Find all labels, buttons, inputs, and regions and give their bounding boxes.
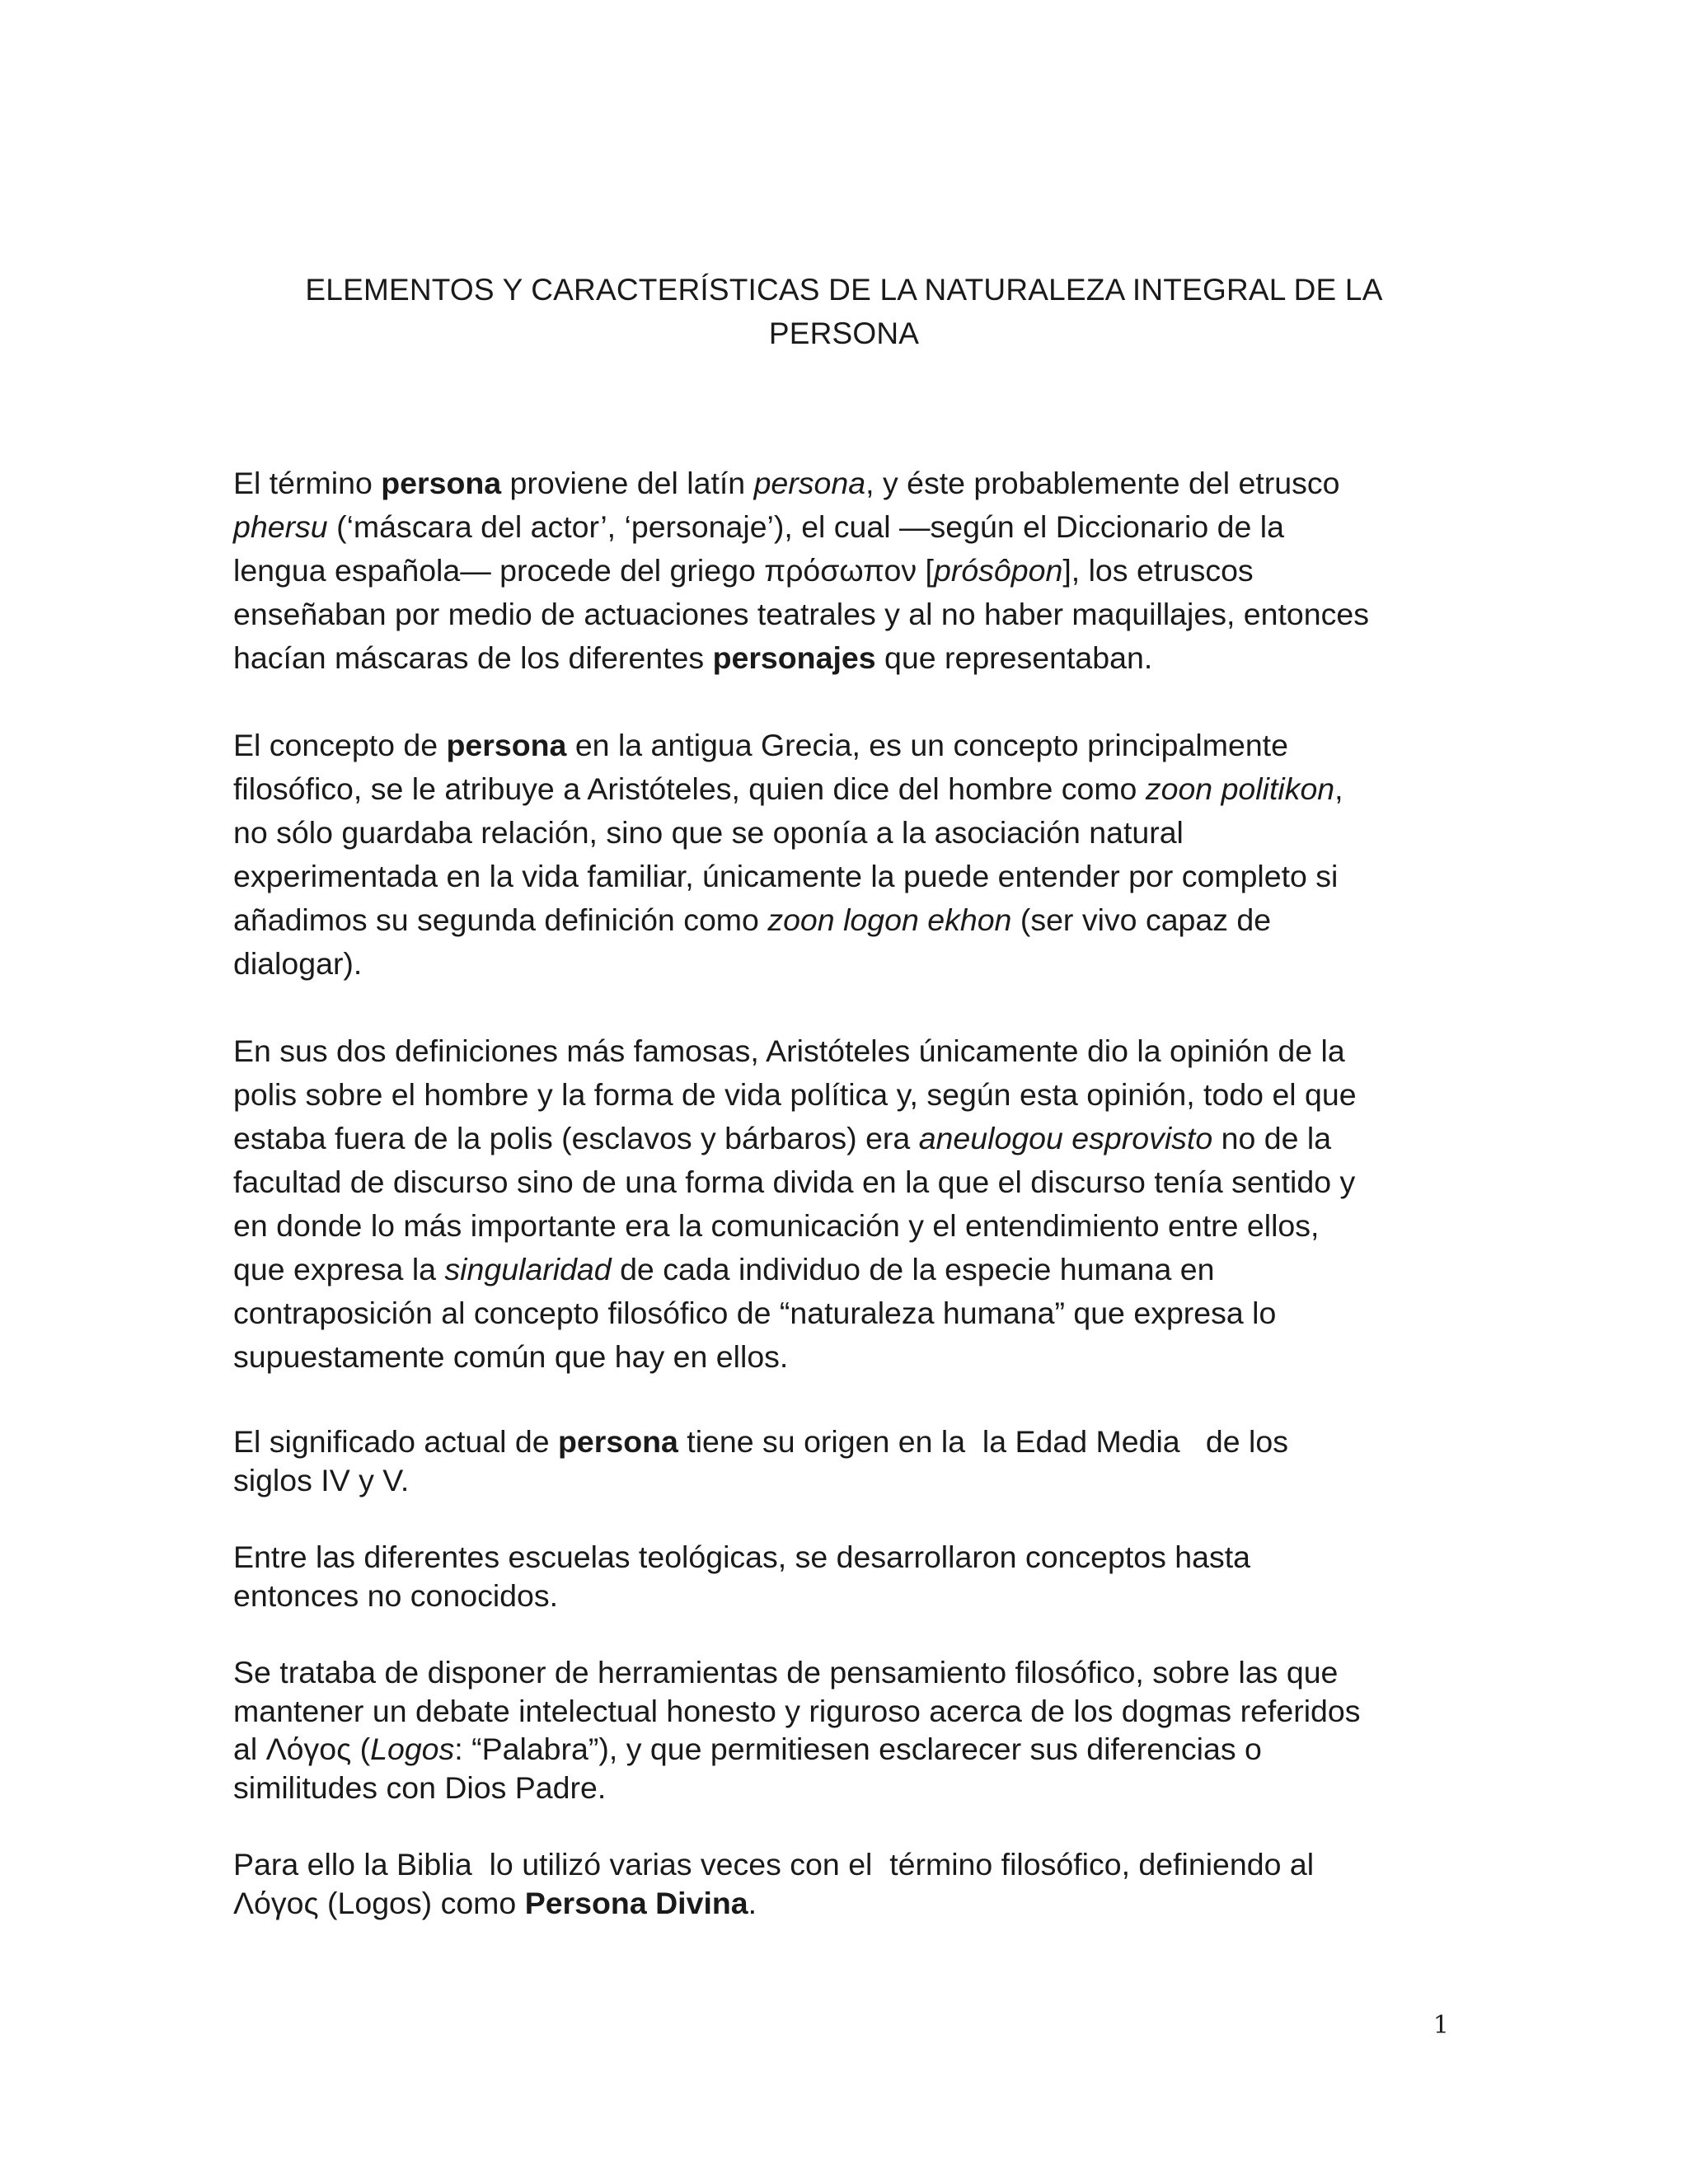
italic-term: phersu: [233, 509, 328, 544]
text-line: que expresa la singularidad de cada individuo de la especie humana en: [233, 1252, 1215, 1286]
text-line: hacían máscaras de los diferentes personajes que representaban.: [233, 640, 1153, 675]
text-line: Λόγος (Logos) como Persona Divina.: [233, 1885, 757, 1920]
text-line: polis sobre el hombre y la forma de vida política y, según esta opinión, todo el que: [233, 1077, 1357, 1112]
text-line: lengua española— procede del griego πρόσωπον [prósôpon], los etruscos: [233, 553, 1254, 588]
paragraph-6: [233, 1653, 1470, 1807]
paragraph-7: [233, 1845, 1470, 1922]
italic-term: aneulogou esprovisto: [918, 1121, 1213, 1155]
text-line: Se trataba de disponer de herramientas de pensamiento filosófico, sobre las que: [233, 1655, 1339, 1690]
text-line: Entre las diferentes escuelas teológicas, se desarrollaron conceptos hasta: [233, 1540, 1251, 1574]
paragraph-2: [233, 724, 1470, 986]
text-line: similitudes con Dios Padre.: [233, 1769, 607, 1805]
text-line: El significado actual de persona tiene su origen en la la Edad Media de los: [233, 1424, 1288, 1459]
bold-term: persona: [558, 1424, 678, 1459]
italic-term: persona: [753, 466, 866, 500]
bold-term: persona: [381, 466, 502, 500]
document-body: [233, 462, 1470, 1922]
text-line: no sólo guardaba relación, sino que se oponía a la asociación natural: [233, 815, 1184, 850]
text-line: filosófico, se le atribuye a Aristóteles, quien dice del hombre como zoon politikon,: [233, 771, 1343, 806]
text-line: mantener un debate intelectual honesto y riguroso acerca de los dogmas referidos: [233, 1693, 1361, 1728]
text-line: En sus dos definiciones más famosas, Aristóteles únicamente dio la opinión de la: [233, 1033, 1345, 1068]
text-line: Para ello la Biblia lo utilizó varias veces con el término filosófico, definiendo al: [233, 1847, 1315, 1882]
italic-term: zoon logon ekhon: [767, 902, 1012, 937]
title-line: ELEMENTOS Y CARACTERÍSTICAS DE LA NATURALEZA INTEGRAL DE LA: [305, 273, 1383, 307]
text-line: enseñaban por medio de actuaciones teatrales y al no haber maquillajes, entonces: [233, 597, 1369, 631]
bold-term: personajes: [712, 640, 876, 675]
text-line: El concepto de persona en la antigua Grecia, es un concepto principalmente: [233, 728, 1288, 762]
text-line: contraposición al concepto filosófico de “naturaleza humana” que expresa lo: [233, 1296, 1277, 1330]
text-line: experimentada en la vida familiar, únicamente la puede entender por completo si: [233, 859, 1339, 893]
italic-term: Logos: [370, 1732, 455, 1766]
title-line: PERSONA: [768, 316, 920, 350]
text-line: phersu (‘máscara del actor’, ‘personaje’), el cual —según el Diccionario de la: [233, 509, 1284, 544]
text-line: facultad de discurso sino de una forma divida en la que el discurso tenía sentido y: [233, 1165, 1356, 1199]
italic-term: zoon politikon: [1145, 771, 1335, 806]
text-line: supuestamente común que hay en ellos.: [233, 1339, 789, 1374]
text-line: estaba fuera de la polis (esclavos y bárbaros) era aneulogou esprovisto no de la: [233, 1121, 1332, 1155]
italic-term: singularidad: [444, 1252, 612, 1286]
bold-term: Persona Divina: [524, 1885, 748, 1920]
text-line: El término persona proviene del latín persona, y éste probablemente del etrusco: [233, 466, 1340, 500]
paragraph-4: [233, 1422, 1470, 1499]
paragraph-5: [233, 1538, 1470, 1615]
page-number: 1: [1432, 2011, 1449, 2040]
bold-term: persona: [446, 728, 567, 762]
document-title: [206, 268, 1482, 355]
text-line: añadimos su segunda definición como zoon logon ekhon (ser vivo capaz de: [233, 902, 1272, 937]
text-line: entonces no conocidos.: [233, 1577, 559, 1613]
text-line: dialogar).: [233, 946, 363, 981]
paragraph-3: [233, 1029, 1470, 1379]
text-line: en donde lo más importante era la comunicación y el entendimiento entre ellos,: [233, 1208, 1320, 1243]
text-line: siglos IV y V.: [233, 1462, 410, 1497]
paragraph-1: [233, 462, 1470, 680]
italic-term: prósôpon: [933, 553, 1063, 588]
text-line: al Λόγος (Logos: “Palabra”), y que permitiesen esclarecer sus diferencias o: [233, 1732, 1262, 1766]
